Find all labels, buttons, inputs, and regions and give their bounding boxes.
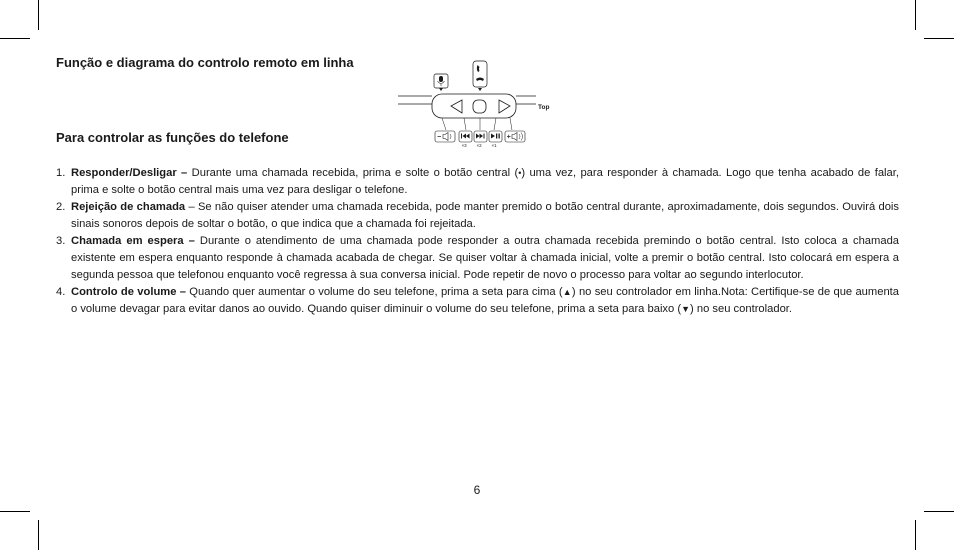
down-arrow-icon: ▼: [681, 304, 691, 314]
crop-mark: [38, 520, 39, 550]
item-title: Controlo de volume –: [71, 286, 186, 298]
crop-mark: [924, 38, 954, 39]
page-number: 6: [473, 483, 481, 497]
list-item: 2. Rejeição de chamada – Se não quiser atender uma chamada recebida, pode manter premido o botão central durante, aproximadamente, dois segundos. Ouvirá dois sinais sonoros depois de soltar o botão, o que indica que a chamada foi rejeitada.: [56, 201, 899, 230]
item-title: Responder/Desligar –: [71, 167, 188, 179]
volume-down-icon: [435, 131, 455, 142]
crop-mark: [0, 38, 30, 39]
section-heading-diagram: Função e diagrama do controlo remoto em linha: [56, 55, 354, 70]
crop-mark: [38, 0, 39, 30]
volume-up-icon: [505, 131, 525, 142]
phone-handset-icon: [473, 61, 487, 91]
previous-arrow-icon: [451, 100, 462, 113]
crop-mark: [924, 511, 954, 512]
microphone-icon: [434, 74, 448, 91]
next-track-icon: [474, 131, 487, 148]
play-pause-icon: [489, 131, 502, 148]
next-arrow-icon: [499, 100, 510, 113]
up-arrow-icon: ▲: [562, 287, 572, 297]
bullet-symbol: •: [518, 168, 522, 178]
instructions-list: [56, 165, 899, 318]
remote-control-diagram: [398, 58, 558, 154]
crop-mark: [0, 511, 30, 512]
crop-mark: [915, 520, 916, 550]
svg-text:×3: ×3: [461, 143, 467, 148]
section-heading-phone-functions: Para controlar as funções do telefone: [56, 130, 289, 145]
diagram-top-label: Top: [538, 104, 550, 111]
center-button-icon: [473, 100, 486, 113]
list-item: 4. Controlo de volume – Quando quer aumentar o volume do seu telefone, prima a seta para cima (▲) no seu controlador em linha.Nota: Certifique-se de que aumenta o volume devagar para evitar danos ao ouvido. Quando quiser diminuir o volume do seu telefone, prima a seta para baixo (▼) no seu controlador.: [56, 286, 900, 315]
list-item: 1. Responder/Desligar – Durante uma chamada recebida, prima e solte o botão central (•) uma vez, para responder à chamada. Logo que tenha acabado de falar, prima e solte o botão central mais uma vez para desligar o telefone.: [56, 167, 899, 196]
item-title: Rejeição de chamada: [71, 201, 186, 213]
svg-text:×2: ×2: [476, 143, 482, 148]
svg-text:×1: ×1: [491, 143, 497, 148]
item-title: Chamada em espera –: [71, 235, 195, 247]
previous-track-icon: [459, 131, 472, 148]
crop-mark: [915, 0, 916, 30]
list-item: 3. Chamada em espera – Durante o atendimento de uma chamada pode responder a outra chamada recebida premindo o botão central. Isto coloca a chamada existente em espera enquanto responde à chamada acabada de chegar. Se quiser voltar à chamada inicial, volte a premir o botão central. Isto colocará em espera a segunda pessoa que telefonou enquanto você regressa à sua conversa inicial. Pode repetir de novo o processo para voltar ao segundo interlocutor.: [56, 235, 900, 281]
